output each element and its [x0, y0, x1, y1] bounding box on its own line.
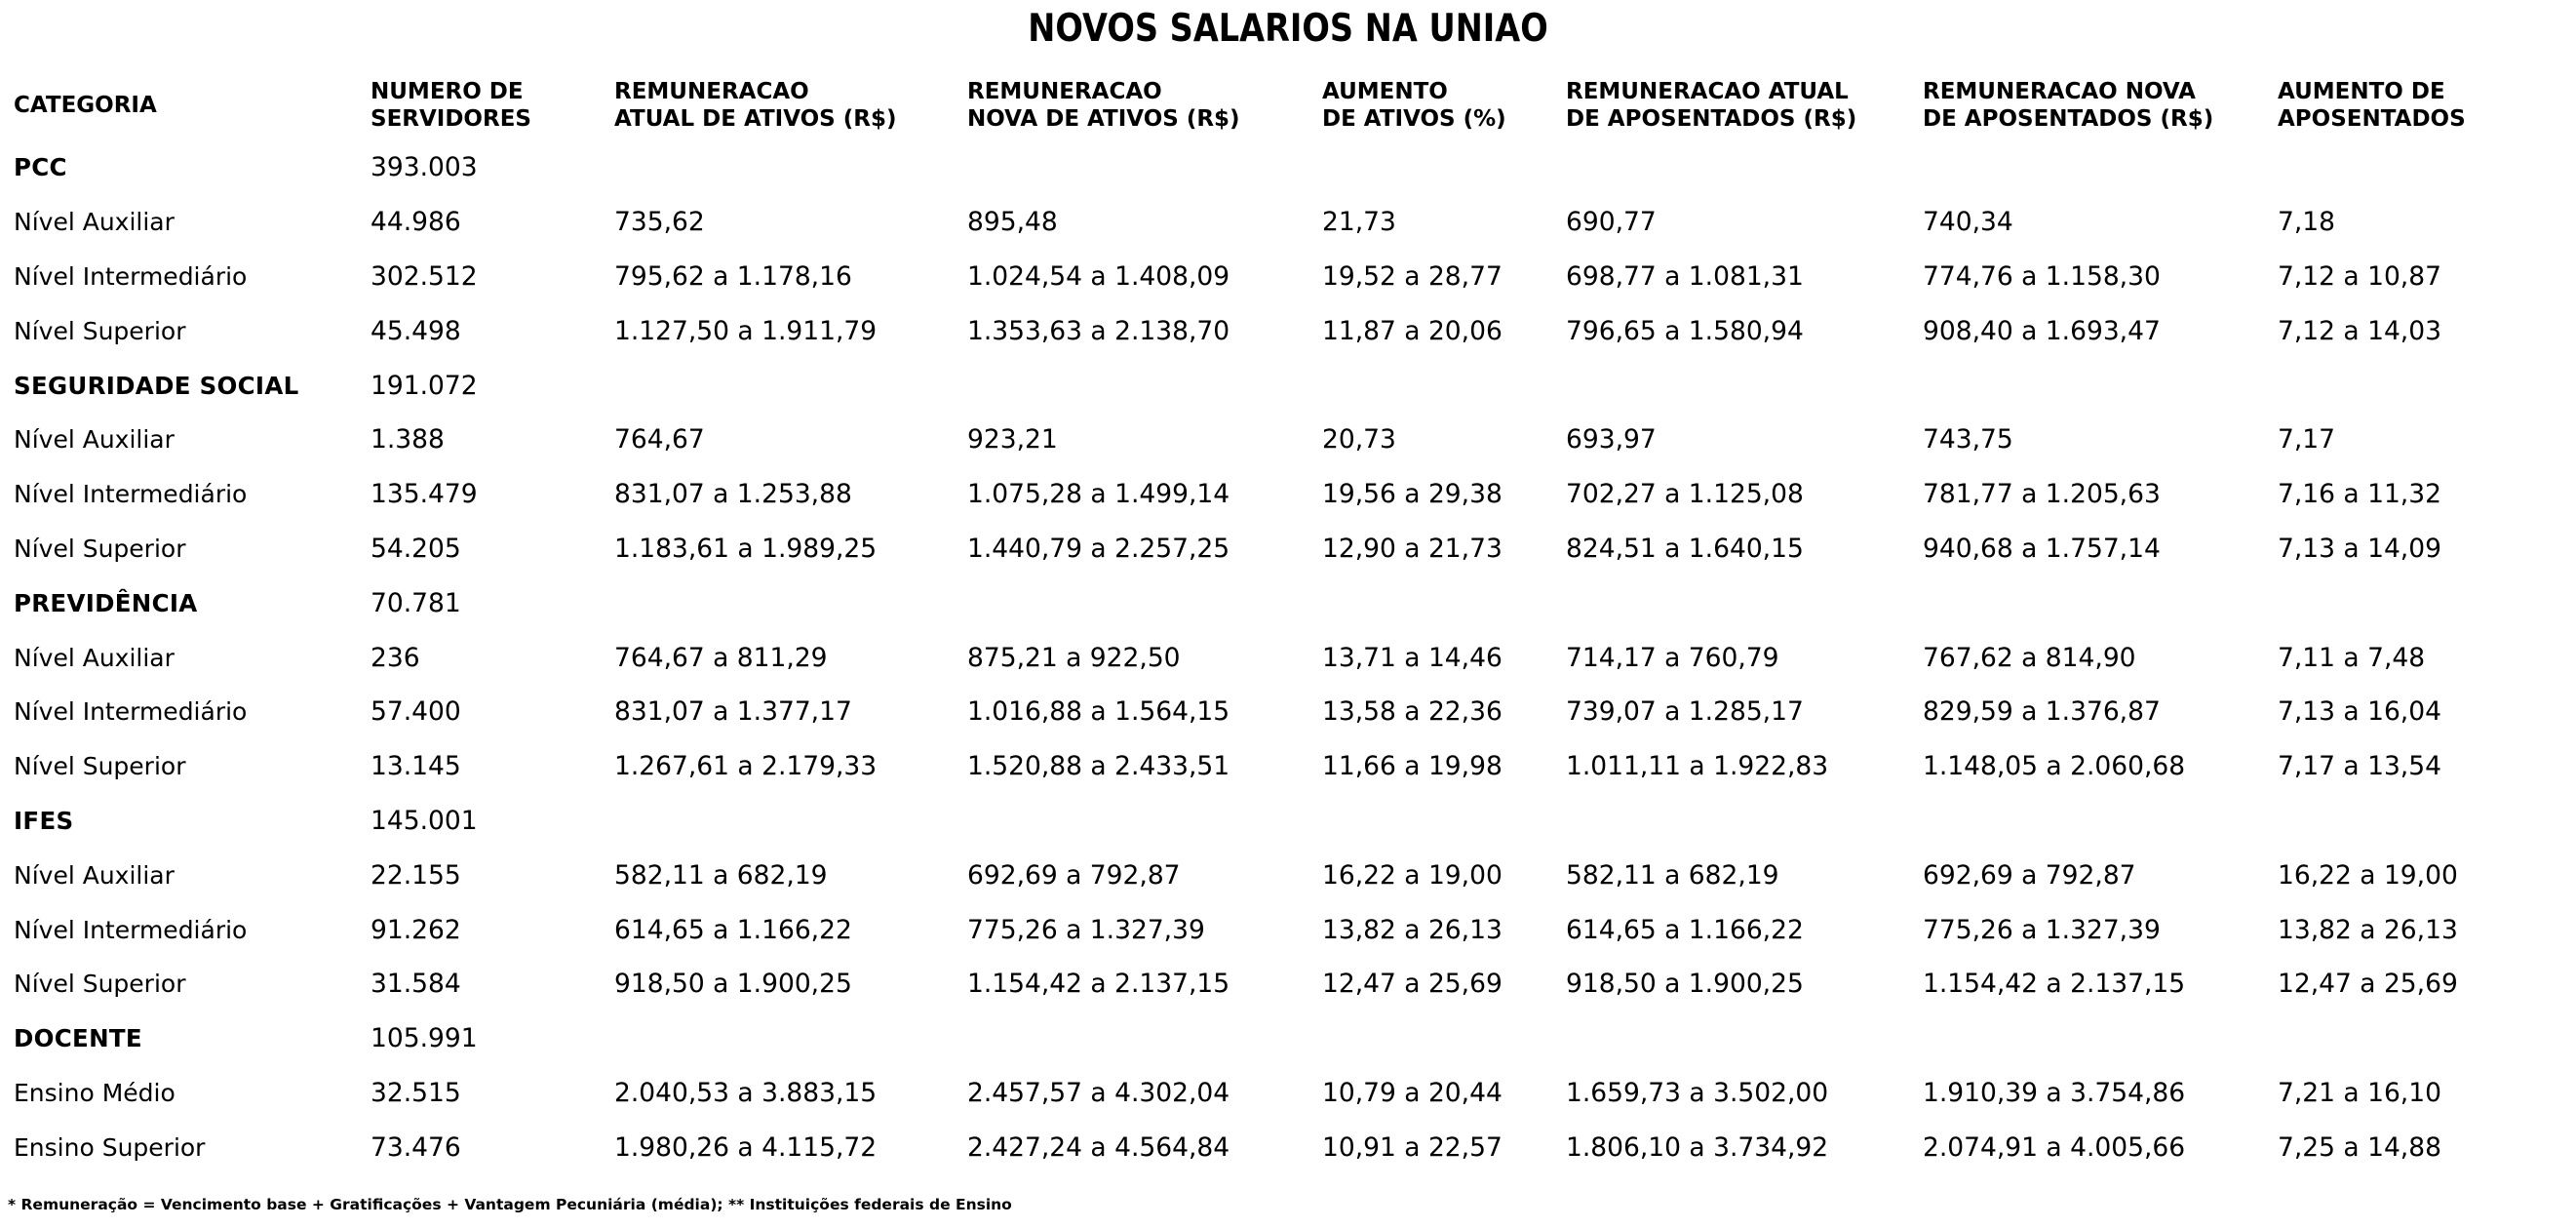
cell-numero-servidores: 91.262 [371, 914, 461, 945]
cell-remuneracao-atual-ativos: 614,65 a 1.166,22 [614, 914, 852, 945]
cell-remuneracao-atual-ativos: 831,07 a 1.377,17 [614, 696, 852, 728]
header-line: REMUNERACAO NOVA [1923, 79, 2196, 104]
empty-cell [1566, 794, 1923, 849]
table-row [14, 1066, 2549, 1121]
table-row [14, 467, 2549, 522]
table-row [14, 413, 2549, 467]
cell-categoria: Ensino Médio [14, 1078, 176, 1107]
category-servidores: 70.781 [371, 587, 461, 618]
cell-categoria: Nível Intermediário [14, 915, 248, 944]
cell-remuneracao-nova-aposentados: 781,77 a 1.205,63 [1923, 479, 2161, 510]
cell-remuneracao-atual-ativos: 1.183,61 a 1.989,25 [614, 533, 878, 564]
cell-aumento-aposentados: 7,21 a 16,10 [2278, 1077, 2441, 1108]
cell-aumento-ativos: 13,82 a 26,13 [1322, 914, 1503, 945]
cell-categoria: Nível Superior [14, 534, 186, 563]
header-line: SERVIDORES [371, 106, 531, 132]
cell-aumento-ativos: 10,91 a 22,57 [1322, 1131, 1503, 1163]
cell-remuneracao-atual-aposentados: 796,65 a 1.580,94 [1566, 315, 1804, 346]
empty-cell [2278, 1011, 2549, 1066]
cell-remuneracao-atual-ativos: 918,50 a 1.900,25 [614, 969, 852, 1000]
empty-cell [614, 1011, 967, 1066]
category-row [14, 794, 2549, 849]
cell-numero-servidores: 302.512 [371, 260, 478, 292]
header-remuneracao-atual-aposentados [1566, 70, 1923, 140]
cell-remuneracao-nova-ativos: 775,26 a 1.327,39 [967, 914, 1205, 945]
cell-remuneracao-nova-ativos: 1.075,28 a 1.499,14 [967, 479, 1230, 510]
header-remuneracao-nova-ativos [967, 70, 1322, 140]
category-row [14, 140, 2549, 195]
table-row [14, 195, 2549, 250]
cell-remuneracao-nova-aposentados: 829,59 a 1.376,87 [1923, 696, 2161, 728]
cell-categoria: Nível Intermediário [14, 697, 248, 727]
empty-cell [967, 794, 1322, 849]
cell-numero-servidores: 22.155 [371, 859, 461, 891]
cell-numero-servidores: 54.205 [371, 533, 461, 564]
cell-remuneracao-nova-aposentados: 775,26 a 1.327,39 [1923, 914, 2161, 945]
cell-remuneracao-atual-ativos: 764,67 a 811,29 [614, 642, 828, 673]
cell-remuneracao-atual-ativos: 735,62 [614, 207, 705, 238]
header-line: DE APOSENTADOS (R$) [1923, 106, 2214, 132]
empty-cell [967, 575, 1322, 630]
cell-remuneracao-nova-aposentados: 1.910,39 a 3.754,86 [1923, 1077, 2186, 1108]
cell-aumento-ativos: 10,79 a 20,44 [1322, 1077, 1503, 1108]
cell-remuneracao-atual-ativos: 1.980,26 a 4.115,72 [614, 1131, 878, 1163]
cell-remuneracao-nova-aposentados: 940,68 a 1.757,14 [1923, 533, 2161, 564]
cell-remuneracao-atual-aposentados: 690,77 [1566, 207, 1657, 238]
cell-aumento-ativos: 11,87 a 20,06 [1322, 315, 1503, 346]
cell-aumento-ativos: 12,47 a 25,69 [1322, 969, 1503, 1000]
cell-remuneracao-nova-ativos: 1.520,88 a 2.433,51 [967, 751, 1230, 782]
header-row [14, 70, 2549, 140]
cell-aumento-aposentados: 16,22 a 19,00 [2278, 859, 2458, 891]
cell-numero-servidores: 57.400 [371, 696, 461, 728]
cell-aumento-aposentados: 7,17 [2278, 424, 2336, 456]
header-line: REMUNERACAO [967, 79, 1162, 104]
empty-cell [1923, 575, 2278, 630]
cell-remuneracao-atual-aposentados: 693,97 [1566, 424, 1657, 456]
cell-remuneracao-atual-aposentados: 918,50 a 1.900,25 [1566, 969, 1804, 1000]
cell-remuneracao-atual-aposentados: 702,27 a 1.125,08 [1566, 479, 1804, 510]
cell-remuneracao-nova-aposentados: 1.148,05 a 2.060,68 [1923, 751, 2186, 782]
cell-remuneracao-nova-ativos: 923,21 [967, 424, 1058, 456]
table-row [14, 1120, 2549, 1174]
cell-remuneracao-atual-aposentados: 824,51 a 1.640,15 [1566, 533, 1804, 564]
cell-categoria: Nível Intermediário [14, 261, 248, 291]
empty-cell [1322, 1011, 1566, 1066]
empty-cell [1322, 575, 1566, 630]
salary-table [14, 70, 2549, 1174]
cell-remuneracao-atual-ativos: 831,07 a 1.253,88 [614, 479, 852, 510]
category-name: DOCENTE [14, 1024, 142, 1053]
empty-cell [2278, 575, 2549, 630]
category-row [14, 358, 2549, 413]
cell-aumento-ativos: 13,71 a 14,46 [1322, 642, 1503, 673]
cell-remuneracao-atual-aposentados: 714,17 a 760,79 [1566, 642, 1779, 673]
cell-aumento-ativos: 16,22 a 19,00 [1322, 859, 1503, 891]
table-row [14, 848, 2549, 902]
empty-cell [2278, 358, 2549, 413]
empty-cell [1923, 358, 2278, 413]
header-numero-servidores [371, 70, 614, 140]
cell-aumento-aposentados: 7,13 a 16,04 [2278, 696, 2441, 728]
table-row [14, 303, 2549, 358]
cell-aumento-aposentados: 7,13 a 14,09 [2278, 533, 2441, 564]
category-servidores: 393.003 [371, 152, 478, 183]
table-row [14, 630, 2549, 685]
header-line: REMUNERACAO [614, 79, 809, 104]
table-row [14, 902, 2549, 957]
cell-remuneracao-atual-ativos: 582,11 a 682,19 [614, 859, 828, 891]
cell-remuneracao-atual-ativos: 795,62 a 1.178,16 [614, 260, 852, 292]
category-name: PCC [14, 153, 67, 182]
header-line: CATEGORIA [14, 93, 157, 118]
cell-remuneracao-nova-ativos: 1.024,54 a 1.408,09 [967, 260, 1230, 292]
cell-aumento-aposentados: 7,11 a 7,48 [2278, 642, 2426, 673]
cell-numero-servidores: 32.515 [371, 1077, 461, 1108]
cell-categoria: Nível Auxiliar [14, 208, 175, 237]
category-name: PREVIDÊNCIA [14, 588, 198, 617]
cell-remuneracao-nova-aposentados: 908,40 a 1.693,47 [1923, 315, 2161, 346]
header-remuneracao-atual-ativos [614, 70, 967, 140]
empty-cell [1566, 358, 1923, 413]
table-row [14, 685, 2549, 739]
header-line: AUMENTO [1322, 79, 1448, 104]
cell-remuneracao-atual-aposentados: 614,65 a 1.166,22 [1566, 914, 1804, 945]
cell-aumento-aposentados: 13,82 a 26,13 [2278, 914, 2458, 945]
cell-numero-servidores: 31.584 [371, 969, 461, 1000]
empty-cell [1566, 1011, 1923, 1066]
cell-remuneracao-atual-aposentados: 739,07 a 1.285,17 [1566, 696, 1804, 728]
category-servidores: 105.991 [371, 1023, 478, 1054]
cell-categoria: Ensino Superior [14, 1132, 206, 1162]
header-categoria [14, 70, 371, 140]
cell-aumento-aposentados: 7,17 a 13,54 [2278, 751, 2441, 782]
cell-remuneracao-nova-ativos: 2.457,57 a 4.302,04 [967, 1077, 1230, 1108]
cell-aumento-ativos: 21,73 [1322, 207, 1396, 238]
empty-cell [1923, 794, 2278, 849]
empty-cell [1923, 1011, 2278, 1066]
cell-remuneracao-atual-aposentados: 1.011,11 a 1.922,83 [1566, 751, 1829, 782]
cell-aumento-ativos: 19,56 a 29,38 [1322, 479, 1503, 510]
cell-remuneracao-nova-aposentados: 774,76 a 1.158,30 [1923, 260, 2161, 292]
empty-cell [967, 140, 1322, 195]
empty-cell [1322, 794, 1566, 849]
header-line: NUMERO DE [371, 79, 524, 104]
cell-remuneracao-nova-aposentados: 1.154,42 a 2.137,15 [1923, 969, 2186, 1000]
table-row [14, 522, 2549, 576]
cell-remuneracao-atual-aposentados: 582,11 a 682,19 [1566, 859, 1779, 891]
cell-aumento-aposentados: 7,16 a 11,32 [2278, 479, 2441, 510]
cell-categoria: Nível Superior [14, 752, 186, 781]
cell-aumento-aposentados: 7,12 a 14,03 [2278, 315, 2441, 346]
cell-remuneracao-nova-ativos: 1.440,79 a 2.257,25 [967, 533, 1230, 564]
table-row [14, 739, 2549, 794]
header-line: APOSENTADOS [2278, 106, 2466, 132]
empty-cell [1923, 140, 2278, 195]
cell-categoria: Nível Auxiliar [14, 643, 175, 672]
category-row [14, 575, 2549, 630]
empty-cell [614, 140, 967, 195]
page-title: NOVOS SALARIOS NA UNIAO [1028, 7, 1548, 51]
empty-cell [2278, 794, 2549, 849]
cell-numero-servidores: 236 [371, 642, 420, 673]
cell-aumento-ativos: 19,52 a 28,77 [1322, 260, 1503, 292]
header-aumento-aposentados [2278, 70, 2549, 140]
empty-cell [614, 575, 967, 630]
empty-cell [1322, 358, 1566, 413]
header-line: ATUAL DE ATIVOS (R$) [614, 106, 897, 132]
cell-aumento-ativos: 11,66 a 19,98 [1322, 751, 1503, 782]
category-name: IFES [14, 806, 74, 835]
cell-categoria: Nível Auxiliar [14, 860, 175, 890]
header-aumento-ativos [1322, 70, 1566, 140]
empty-cell [2278, 140, 2549, 195]
empty-cell [1566, 575, 1923, 630]
cell-numero-servidores: 45.498 [371, 315, 461, 346]
category-servidores: 145.001 [371, 805, 478, 836]
cell-remuneracao-nova-ativos: 2.427,24 a 4.564,84 [967, 1131, 1230, 1163]
cell-aumento-aposentados: 7,18 [2278, 207, 2336, 238]
cell-categoria: Nível Intermediário [14, 480, 248, 509]
cell-remuneracao-atual-ativos: 1.127,50 a 1.911,79 [614, 315, 878, 346]
empty-cell [614, 794, 967, 849]
category-row [14, 1011, 2549, 1066]
cell-remuneracao-atual-aposentados: 1.806,10 a 3.734,92 [1566, 1131, 1829, 1163]
header-line: NOVA DE ATIVOS (R$) [967, 106, 1240, 132]
cell-remuneracao-nova-aposentados: 692,69 a 792,87 [1923, 859, 2136, 891]
header-remuneracao-nova-aposentados [1923, 70, 2278, 140]
header-line: DE ATIVOS (%) [1322, 106, 1506, 132]
cell-categoria: Nível Superior [14, 970, 186, 999]
cell-remuneracao-nova-ativos: 692,69 a 792,87 [967, 859, 1181, 891]
cell-numero-servidores: 1.388 [371, 424, 445, 456]
cell-remuneracao-atual-ativos: 1.267,61 a 2.179,33 [614, 751, 878, 782]
header-line: DE APOSENTADOS (R$) [1566, 106, 1857, 132]
cell-remuneracao-atual-ativos: 764,67 [614, 424, 705, 456]
cell-remuneracao-nova-ativos: 1.154,42 a 2.137,15 [967, 969, 1230, 1000]
cell-remuneracao-nova-ativos: 895,48 [967, 207, 1058, 238]
empty-cell [1322, 140, 1566, 195]
cell-remuneracao-nova-aposentados: 743,75 [1923, 424, 2013, 456]
cell-aumento-aposentados: 12,47 a 25,69 [2278, 969, 2458, 1000]
header-line: REMUNERACAO ATUAL [1566, 79, 1849, 104]
cell-numero-servidores: 135.479 [371, 479, 478, 510]
table-row [14, 250, 2549, 304]
cell-remuneracao-atual-aposentados: 698,77 a 1.081,31 [1566, 260, 1804, 292]
cell-aumento-ativos: 20,73 [1322, 424, 1396, 456]
cell-remuneracao-nova-ativos: 1.016,88 a 1.564,15 [967, 696, 1230, 728]
empty-cell [967, 358, 1322, 413]
cell-categoria: Nível Superior [14, 316, 186, 345]
table-row [14, 957, 2549, 1011]
category-name: SEGURIDADE SOCIAL [14, 371, 299, 400]
header-line: AUMENTO DE [2278, 79, 2445, 104]
table-header [14, 70, 2549, 140]
cell-remuneracao-atual-ativos: 2.040,53 a 3.883,15 [614, 1077, 878, 1108]
cell-remuneracao-nova-aposentados: 740,34 [1923, 207, 2013, 238]
cell-aumento-aposentados: 7,25 a 14,88 [2278, 1131, 2441, 1163]
cell-remuneracao-nova-ativos: 875,21 a 922,50 [967, 642, 1181, 673]
table-body [14, 140, 2549, 1174]
cell-remuneracao-atual-aposentados: 1.659,73 a 3.502,00 [1566, 1077, 1829, 1108]
cell-aumento-aposentados: 7,12 a 10,87 [2278, 260, 2441, 292]
empty-cell [1566, 140, 1923, 195]
cell-aumento-ativos: 13,58 a 22,36 [1322, 696, 1503, 728]
cell-remuneracao-nova-aposentados: 2.074,91 a 4.005,66 [1923, 1131, 2186, 1163]
cell-categoria: Nível Auxiliar [14, 425, 175, 455]
cell-numero-servidores: 73.476 [371, 1131, 461, 1163]
category-servidores: 191.072 [371, 370, 478, 401]
cell-numero-servidores: 13.145 [371, 751, 461, 782]
footnote: * Remuneração = Vencimento base + Gratificações + Vantagem Pecuniária (média); ** Instituições federais de Ensino [8, 1196, 1012, 1213]
cell-remuneracao-nova-ativos: 1.353,63 a 2.138,70 [967, 315, 1230, 346]
cell-aumento-ativos: 12,90 a 21,73 [1322, 533, 1503, 564]
empty-cell [967, 1011, 1322, 1066]
cell-remuneracao-nova-aposentados: 767,62 a 814,90 [1923, 642, 2136, 673]
empty-cell [614, 358, 967, 413]
cell-numero-servidores: 44.986 [371, 207, 461, 238]
